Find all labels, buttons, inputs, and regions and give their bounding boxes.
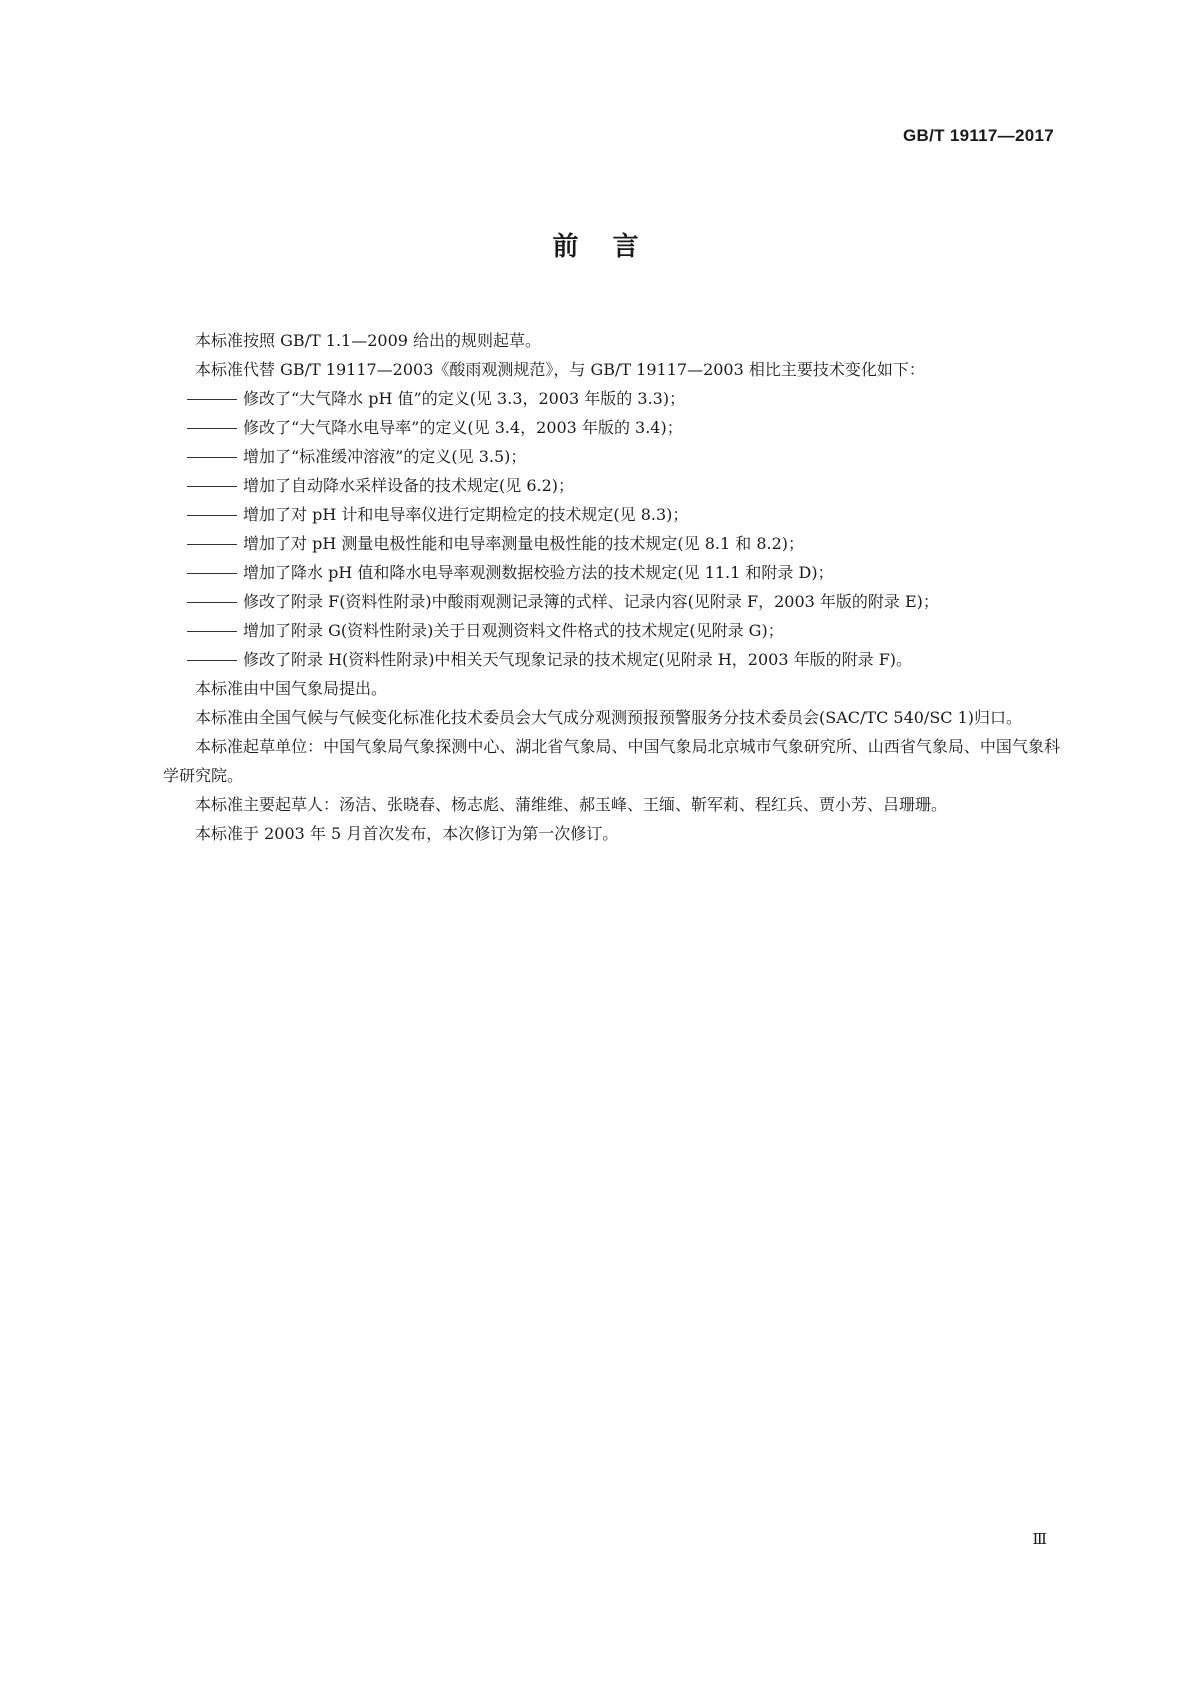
document-body	[163, 326, 1060, 848]
list-item: 修改了附录 F(资料性附录)中酸雨观测记录簿的式样、记录内容(见附录 F，2003 年版的附录 E)；	[243, 592, 939, 611]
list-item: 增加了降水 pH 值和降水电导率观测数据校验方法的技术规定(见 11.1 和附录 D)；	[243, 563, 834, 582]
standard-number: GB/T 19117—2017	[903, 126, 1054, 145]
paragraph-drafting-units: 本标准起草单位：中国气象局气象探测中心、湖北省气象局、中国气象局北京城市气象研究所、山西省气象局、中国气象科学研究院。	[163, 737, 1060, 785]
paragraph-drafters: 本标准主要起草人：汤洁、张晓春、杨志彪、蒲维维、郝玉峰、王缅、靳军莉、程红兵、贾小芳、吕珊珊。	[195, 795, 948, 814]
list-item: 增加了自动降水采样设备的技术规定(见 6.2)；	[243, 476, 575, 495]
paragraph-publication-history: 本标准于 2003 年 5 月首次发布，本次修订为第一次修订。	[195, 824, 619, 843]
paragraph-replacement-note: 本标准代替 GB/T 19117—2003《酸雨观测规范》，与 GB/T 19117—2003 相比主要技术变化如下：	[195, 360, 925, 379]
page-number: Ⅲ	[1032, 1530, 1047, 1548]
list-item: 增加了“标准缓冲溶液”的定义(见 3.5)；	[243, 447, 527, 466]
technical-changes-list	[163, 384, 1060, 674]
paragraph-drafting-rules: 本标准按照 GB/T 1.1—2009 给出的规则起草。	[195, 331, 542, 350]
list-item: 修改了“大气降水电导率”的定义(见 3.4，2003 年版的 3.4)；	[243, 418, 683, 437]
list-item: 增加了对 pH 测量电极性能和电导率测量电极性能的技术规定(见 8.1 和 8.2)；	[243, 534, 805, 553]
list-item: 增加了对 pH 计和电导率仪进行定期检定的技术规定(见 8.3)；	[243, 505, 689, 524]
page-title: 前言	[552, 232, 673, 262]
paragraph-proposer: 本标准由中国气象局提出。	[195, 679, 388, 698]
list-item: 修改了附录 H(资料性附录)中相关天气现象记录的技术规定(见附录 H，2003 年版的附录 F)。	[243, 650, 913, 669]
list-item: 增加了附录 G(资料性附录)关于日观测资料文件格式的技术规定(见附录 G)；	[243, 621, 784, 640]
paragraph-committee: 本标准由全国气候与气候变化标准化技术委员会大气成分观测预报预警服务分技术委员会(SAC/TC 540/SC 1)归口。	[195, 708, 1023, 727]
list-item: 修改了“大气降水 pH 值”的定义(见 3.3，2003 年版的 3.3)；	[243, 389, 686, 408]
